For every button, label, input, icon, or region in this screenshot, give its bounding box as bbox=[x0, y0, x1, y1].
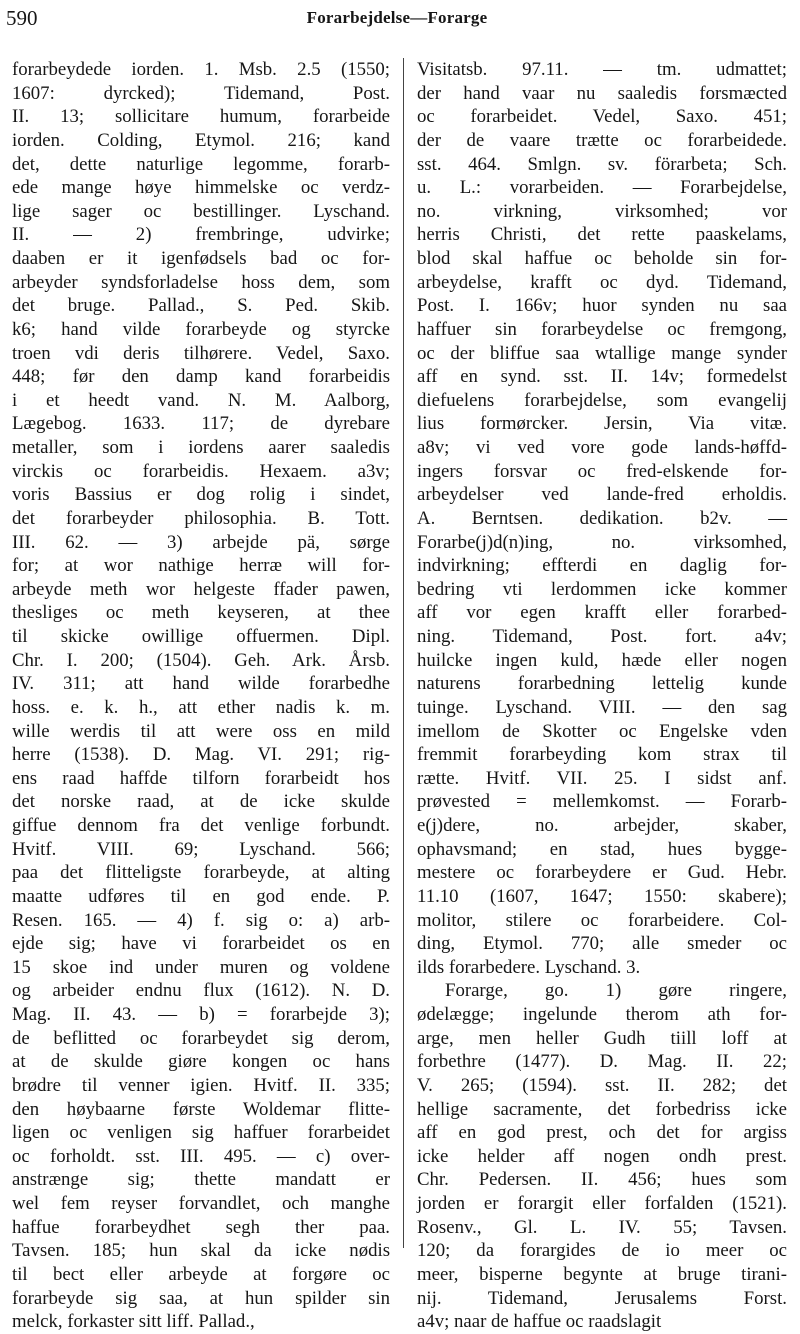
text-line: arbeydelse, krafft oc dyd. Tidemand, bbox=[417, 271, 787, 293]
text-line: brødre til venner igien. Hvitf. II. 335; bbox=[12, 1074, 390, 1096]
running-head: Forarbejdelse—Forarge bbox=[306, 8, 488, 27]
text-line: molitor, stilere oc forarbeidere. Col- bbox=[417, 909, 787, 931]
page-number: 590 bbox=[6, 6, 38, 30]
text-line: II. — 2) frembringe, udvirke; bbox=[12, 224, 390, 246]
text-line: herre (1538). D. Mag. VI. 291; rig- bbox=[12, 744, 390, 766]
text-line: maatte udføres til en god ende. P. bbox=[12, 885, 390, 907]
text-line: rætte. Hvitf. VII. 25. I sidst anf. bbox=[417, 767, 787, 789]
text-line: det, dette naturlige legomme, forarb- bbox=[12, 153, 390, 175]
text-line: ligen oc venligen sig haffuer forarbeidet bbox=[12, 1122, 390, 1144]
text-line: Hvitf. VIII. 69; Lyschand. 566; bbox=[12, 838, 390, 860]
text-line: diefuelens forarbejdelse, som evangelij bbox=[417, 389, 787, 411]
text-line: metaller, som i iordens aarer saaledis bbox=[12, 437, 390, 458]
text-line: det norske raad, at de icke skulde bbox=[12, 791, 390, 813]
text-line: huilcke ingen kuld, hæde eller nogen bbox=[417, 649, 787, 671]
text-line: til bect eller arbeyde at forgøre oc bbox=[12, 1263, 390, 1285]
text-line: Chr. Pedersen. II. 456; hues som bbox=[417, 1169, 787, 1191]
text-line: Lægebog. 1633. 117; de dyrebare bbox=[12, 413, 390, 435]
text-line: og arbeider endnu flux (1612). N. D. bbox=[12, 980, 390, 1002]
text-line: arbeyder syndsforladelse hoss dem, som bbox=[12, 271, 390, 293]
text-line: A. Berntsen. dedikation. b2v. — bbox=[417, 507, 787, 529]
text-line: Chr. I. 200; (1504). Geh. Ark. Årsb. bbox=[12, 649, 390, 671]
text-line: ede mange høye himmelske oc verdz- bbox=[12, 177, 390, 199]
text-line: der de vaare trætte oc forarbeidede. bbox=[417, 129, 787, 151]
text-line: IV. 311; att hand wilde forarbedhe bbox=[12, 673, 390, 695]
text-line: indvirkning; effterdi en daglig for- bbox=[417, 555, 787, 577]
text-line: de beflitted oc forarbeydet sig derom, bbox=[12, 1027, 390, 1049]
text-line: Rosenv., Gl. L. IV. 55; Tavsen. bbox=[417, 1216, 787, 1238]
text-line: blod skal haffue oc beholde sin for- bbox=[417, 248, 787, 269]
text-line: ejde sig; have vi forarbeidet os en bbox=[12, 933, 390, 955]
text-line: hoss. e. k. h., att ether nadis k. m. bbox=[12, 696, 390, 718]
column-divider bbox=[403, 58, 404, 1248]
text-line: nij. Tidemand, Jerusalems Forst. bbox=[417, 1287, 787, 1309]
text-line: det forarbeyder philosophia. B. Tott. bbox=[12, 507, 390, 529]
text-line: meer, bisperne begynte at bruge tirani- bbox=[417, 1263, 787, 1285]
text-line: den høybaarne første Woldemar flitte- bbox=[12, 1098, 390, 1120]
text-line: k6; hand vilde forarbeyde og styrcke bbox=[12, 318, 390, 340]
text-line: III. 62. — 3) arbejde pä, sørge bbox=[12, 531, 390, 553]
text-line: ingers forsvar oc fred-elskende for- bbox=[417, 460, 787, 482]
text-line: voris Bassius er dog rolig i sindet, bbox=[12, 484, 390, 506]
text-line: 448; før den damp kand forarbeidis bbox=[12, 366, 390, 388]
text-line: forbethre (1477). D. Mag. II. 22; bbox=[417, 1051, 787, 1073]
text-line: naturens forarbedning lettelig kunde bbox=[417, 673, 787, 695]
text-line: sst. 464. Smlgn. sv. förarbeta; Sch. bbox=[417, 153, 787, 175]
text-line: icke helder aff nogen ondh prest. bbox=[417, 1145, 787, 1167]
text-line: lige sager oc bestillinger. Lyschand. bbox=[12, 200, 390, 222]
text-line: bedring vti lerdommen icke kommer bbox=[417, 578, 787, 600]
text-line: troen vdi deris tilhørere. Vedel, Saxo. bbox=[12, 342, 390, 364]
text-line: jorden er forargit eller forfalden (1521). bbox=[417, 1193, 787, 1214]
text-line: forarbeydede iorden. 1. Msb. 2.5 (1550; bbox=[12, 59, 390, 80]
text-line: haffue forarbeydhet segh ther paa. bbox=[12, 1216, 390, 1238]
text-line: ning. Tidemand, Post. fort. a4v; bbox=[417, 626, 787, 647]
text-line: V. 265; (1594). sst. II. 282; det bbox=[417, 1074, 787, 1096]
text-line: Post. I. 166v; huor synden nu saa bbox=[417, 295, 787, 317]
text-line: arge, men heller Gudh tiill loff at bbox=[417, 1027, 787, 1049]
text-line: fremmit forarbeyding kom strax til bbox=[417, 744, 787, 766]
text-line: ødelægge; ingelunde therom ath for- bbox=[417, 1004, 787, 1025]
text-line: der hand vaar nu saaledis forsmæcted bbox=[417, 82, 787, 104]
text-line: 120; da forargides de io meer oc bbox=[417, 1240, 787, 1262]
text-line: Resen. 165. — 4) f. sig o: a) arb- bbox=[12, 909, 390, 931]
text-line: a4v; naar de haffue oc raadslagit bbox=[417, 1311, 662, 1333]
text-line: II. 13; sollicitare humum, forarbeide bbox=[12, 106, 390, 128]
text-line: Tavsen. 185; hun skal da icke nødis bbox=[12, 1240, 390, 1262]
text-line: Visitatsb. 97.11. — tm. udmattet; bbox=[417, 59, 787, 80]
text-line: a8v; vi ved vore gode lands-høffd- bbox=[417, 437, 787, 458]
text-line: forarbeyde sig saa, at hun spilder sin bbox=[12, 1287, 390, 1309]
text-line: 1607: dyrcked); Tidemand, Post. bbox=[12, 82, 390, 104]
text-line: hellige sacramente, det forbedriss icke bbox=[417, 1098, 787, 1120]
text-line: lius formørcker. Jersin, Via vitæ. bbox=[417, 413, 787, 435]
text-line: thesliges oc meth keyseren, at thee bbox=[12, 602, 390, 624]
text-line: tuinge. Lyschand. VIII. — den sag bbox=[417, 696, 787, 718]
text-line: i et heedt vand. N. M. Aalborg, bbox=[12, 389, 390, 411]
text-line: aff vor egen krafft eller forarbed- bbox=[417, 602, 787, 624]
text-line: ens raad haffde tilforn forarbeidt hos bbox=[12, 767, 390, 789]
page-header bbox=[4, 6, 790, 32]
text-line: daaben er it igenfødsels bad oc for- bbox=[12, 248, 390, 269]
text-line: imellom de Skotter oc Engelske vden bbox=[417, 720, 787, 742]
text-line: giffue dennom fra det venlige forbundt. bbox=[12, 815, 390, 836]
text-line: anstrænge sig; thette mandatt er bbox=[12, 1169, 390, 1191]
text-line: det bruge. Pallad., S. Ped. Skib. bbox=[12, 295, 390, 317]
text-line: mestere oc forarbeydere er Gud. Hebr. bbox=[417, 862, 787, 884]
text-line: oc forholdt. sst. III. 495. — c) over- bbox=[12, 1145, 390, 1167]
text-line: paa det flitteligste forarbeyde, at alting bbox=[12, 862, 390, 884]
text-line: Mag. II. 43. — b) = forarbejde 3); bbox=[12, 1004, 390, 1025]
text-line: for; at wor nathige herræ will for- bbox=[12, 555, 390, 577]
text-line: herris Christi, det rette paaskelams, bbox=[417, 224, 787, 246]
text-line: ding, Etymol. 770; alle smeder oc bbox=[417, 933, 787, 955]
text-line: 11.10 (1607, 1647; 1550: skabere); bbox=[417, 885, 787, 907]
text-line: arbeyde meth wor helgeste ffader pawen, bbox=[12, 578, 390, 600]
text-line: wille werdis til att were oss en mild bbox=[12, 720, 390, 742]
text-line: e(j)dere, no. arbejder, skaber, bbox=[417, 815, 787, 836]
text-line: haffuer sin forarbeydelse oc fremgong, bbox=[417, 318, 787, 340]
text-line: aff en god prest, och det for argiss bbox=[417, 1122, 787, 1144]
text-line: virckis oc forarbeidis. Hexaem. a3v; bbox=[12, 460, 390, 482]
text-line: aff en synd. sst. II. 14v; formedelst bbox=[417, 366, 787, 388]
text-line: at de skulde giøre kongen oc hans bbox=[12, 1051, 390, 1073]
text-line: ilds forarbedere. Lyschand. 3. bbox=[417, 956, 641, 978]
text-line: arbeydelser ved lande-fred erholdis. bbox=[417, 484, 787, 506]
text-line: Forarge, go. 1) gøre ringere, bbox=[445, 980, 787, 1002]
text-line: melck, forkaster sitt liff. Pallad., bbox=[12, 1311, 255, 1333]
text-line: wel fem reyser forvandlet, och manghe bbox=[12, 1193, 390, 1214]
text-line: u. L.: vorarbeiden. — Forarbejdelse, bbox=[417, 177, 787, 199]
text-line: prøvested = mellemkomst. — Forarb- bbox=[417, 791, 787, 813]
text-line: no. virkning, virksomhed; vor bbox=[417, 200, 787, 222]
right-column bbox=[417, 58, 787, 1333]
text-line: oc forarbeidet. Vedel, Saxo. 451; bbox=[417, 106, 787, 128]
text-line: oc der bliffue saa wtallige mange synder bbox=[417, 342, 787, 364]
text-line: iorden. Colding, Etymol. 216; kand bbox=[12, 129, 390, 151]
text-line: til skicke owillige offuermen. Dipl. bbox=[12, 626, 390, 647]
text-line: 15 skoe ind under muren og voldene bbox=[12, 956, 390, 978]
left-column bbox=[12, 58, 390, 1333]
text-line: ophavsmand; en stad, hues bygge- bbox=[417, 838, 787, 860]
text-line: Forarbe(j)d(n)ing, no. virksomhed, bbox=[417, 531, 787, 553]
